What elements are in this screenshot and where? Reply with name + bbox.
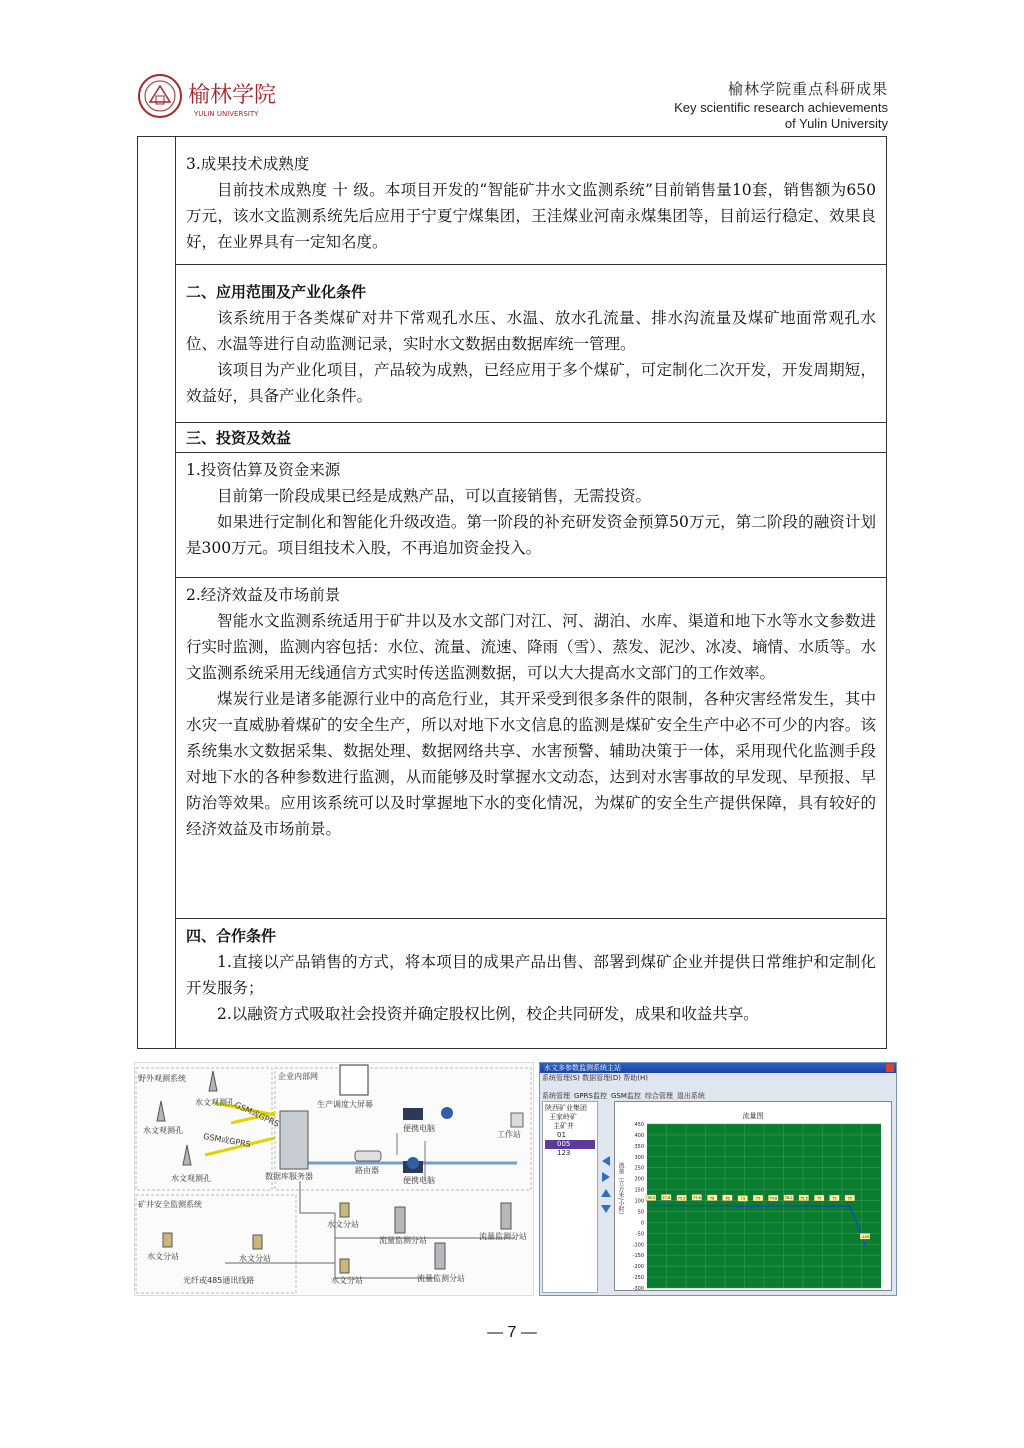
chart-data-label: 77.8 — [662, 1195, 671, 1200]
label-well-3: 水文观测孔 — [171, 1174, 211, 1183]
side-toolbar-arrows — [600, 1101, 612, 1291]
chart-point — [772, 1205, 774, 1207]
chart-ytick-label: 350 — [634, 1143, 644, 1150]
chart-point — [650, 1205, 652, 1207]
chart-ytick-label: 450 — [634, 1122, 644, 1128]
application-heading: 二、应用范围及产业化条件 — [186, 283, 367, 301]
benefit-title: 2.经济效益及市场前景 — [186, 586, 341, 604]
chart-data-label: 76.2 — [784, 1196, 793, 1201]
chart-point — [727, 1205, 729, 1207]
section-application — [176, 265, 886, 423]
monitoring-software-screenshot — [539, 1062, 897, 1296]
label-router: 路由器 — [355, 1166, 379, 1175]
label-flow-2: 流量监测分站 — [479, 1232, 527, 1241]
label-laptop-1: 便携电脑 — [403, 1124, 435, 1133]
section-cooperation — [176, 919, 886, 1048]
chart-ytick-label: 400 — [634, 1132, 644, 1139]
tree-node-5: 123 — [557, 1149, 571, 1157]
system-architecture-diagram — [134, 1062, 534, 1296]
label-flow-3: 流量监测分站 — [417, 1274, 465, 1283]
chart-ylabel: 流量（立方米/小时） — [617, 1162, 624, 1219]
chart-point — [742, 1206, 744, 1208]
investment-heading: 三、投资及效益 — [186, 429, 292, 447]
label-sub-4: 水文分站 — [331, 1276, 363, 1285]
device-tree — [542, 1101, 598, 1293]
label-enterprise-net: 企业内部网 — [278, 1072, 318, 1081]
chart-point — [665, 1204, 667, 1206]
chart-point — [788, 1205, 790, 1207]
chart-ytick-label: -300 — [632, 1286, 644, 1292]
chart-data-label: 75 — [847, 1196, 852, 1201]
logo-name-cn: 榆林学院 — [188, 83, 277, 108]
label-link-1: GSM或GPRS — [233, 1100, 281, 1129]
chart-point — [681, 1205, 683, 1207]
budget-para-1: 目前第一阶段成果已经是成熟产品，可以直接销售，无需投资。 — [217, 487, 652, 505]
label-big-screen: 生产调度大屏幕 — [317, 1100, 373, 1109]
chart-data-label: 73 — [740, 1196, 745, 1201]
tree-node-0: 陕西矿业集团 — [545, 1104, 587, 1112]
label-well-1: 水文观测孔 — [195, 1098, 235, 1107]
chart-data-label: 76 — [725, 1196, 730, 1201]
window-title: 水文多参数监测系统主站 — [544, 1064, 621, 1072]
label-db-server: 数据库服务器 — [265, 1172, 313, 1181]
chart-ytick-label: 0 — [640, 1220, 644, 1227]
chart-data-label: 77.6 — [692, 1195, 701, 1200]
chart-data-label: 75.2 — [677, 1196, 686, 1201]
logo-name-en: YULIN UNIVERSITY — [194, 110, 259, 118]
chart-data-label: 74.8 — [769, 1196, 778, 1201]
chart-data-label: 76 — [709, 1196, 715, 1201]
tree-node-2: 主矿井 — [553, 1122, 574, 1130]
maturity-title: 3.成果技术成熟度 — [186, 155, 310, 173]
cooperation-item-2: 2.以融资方式吸取社会投资并确定股权比例，校企共同研发，成果和收益共享。 — [217, 1005, 759, 1023]
content-table — [137, 136, 887, 1049]
page-number: — 7 — — [487, 1324, 537, 1341]
window-titlebar — [540, 1063, 896, 1073]
application-para-1: 该系统用于各类煤矿对井下常观孔水压、水温、放水孔流量、排水沟流量及煤矿地面常观孔水位、水温等进行自动监测记录，实时水文数据由数据库统一管理。 — [186, 309, 876, 353]
toolbar-item-3: 综合管理 — [644, 1092, 673, 1100]
label-laptop-2: 便携电脑 — [403, 1176, 435, 1185]
chart-ytick-label: 100 — [634, 1198, 644, 1205]
label-well-2: 水文观测孔 — [143, 1126, 183, 1135]
maturity-para: 目前技术成熟度 十 级。本项目开发的“智能矿井水文监测系统”目前销售量10套，销售额为650万元，该水文监测系统先后应用于宁夏宁煤集团，王洼煤业河南永煤集团等，目前运行稳定、效果良好，在业界具有一定知名度。 — [186, 181, 876, 251]
benefit-para-2: 煤炭行业是诸多能源行业中的高危行业，其开采受到很多条件的限制，各种灾害经常发生，其中水灾一直威胁着煤矿的安全生产，所以对地下水文信息的监测是煤矿安全生产中必不可少的内容。该系统集水文数据采集、数据处理、数据网络共享、水害预警、辅助决策于一体，采用现代化监测手段对地下水的各种参数进行监测，从而能够及时掌握水文动态，达到对水害事故的早发现、早预报、早防治等效果。应用该系统可以及时掌握地下水的变化情况，为煤矿的安全生产提供保障，具有较好的经济效益及市场前景。 — [186, 690, 876, 838]
window-toolbar — [542, 1083, 705, 1099]
tree-node-1: 王家岭矿 — [549, 1113, 577, 1121]
chart-data-label: 75 — [755, 1196, 761, 1201]
tree-node-4: 005 — [545, 1140, 595, 1149]
label-comm-line: 光纤或485通讯线路 — [183, 1276, 255, 1285]
section-maturity — [176, 137, 886, 265]
header-title-en-1: Key scientific research achievements — [674, 100, 888, 115]
label-sub-3: 水文分站 — [239, 1254, 271, 1263]
chart-point — [711, 1205, 713, 1207]
chart-ytick-label: -100 — [632, 1242, 644, 1249]
chart-ytick-label: 50 — [637, 1209, 644, 1216]
budget-title: 1.投资估算及资金来源 — [186, 461, 341, 479]
label-sub-1: 水文分站 — [327, 1220, 359, 1229]
chart-data-label: 75.5 — [799, 1196, 808, 1201]
header-title-cn: 榆林学院重点科研成果 — [727, 81, 888, 98]
chart-point — [864, 1243, 866, 1245]
cooperation-item-1: 1.直接以产品销售的方式，将本项目的成果产品出售、部署到煤矿企业并提供日常维护和定制化开发服务； — [186, 953, 876, 997]
chart-ytick-label: 200 — [634, 1176, 644, 1183]
chart-title: 流量图 — [742, 1112, 764, 1120]
chart-point — [803, 1205, 805, 1207]
toolbar-item-1: GPRS监控 — [574, 1092, 607, 1100]
chart-panel — [614, 1101, 892, 1291]
label-link-2: GSM或GPRS — [202, 1131, 252, 1150]
chart-point — [696, 1205, 698, 1207]
toolbar-item-0: 系统管理 — [542, 1092, 570, 1100]
label-flow-1: 流量监测分站 — [379, 1236, 427, 1245]
chart-data-label: 75 — [816, 1196, 822, 1201]
label-field-system: 野外观测系统 — [138, 1074, 186, 1083]
benefit-para-1: 智能水文监测系统适用于矿井以及水文部门对江、河、湖泊、水库、渠道和地下水等水文参数进行实时监测，监测内容包括：水位、流量、流速、降雨（雪）、蒸发、泥沙、冰凌、墒情、水质等。水文监测系统采用无线通信方式实时传送监测数据，可以大大提高水文部门的工作效率。 — [186, 612, 876, 682]
label-workstation: 工作站 — [497, 1130, 521, 1139]
chart-ytick-label: -250 — [632, 1275, 644, 1282]
section-benefit — [176, 578, 886, 919]
chart-ytick-label: 250 — [634, 1165, 644, 1172]
chart-ytick-label: 150 — [634, 1187, 644, 1194]
chart-ytick-label: 300 — [634, 1154, 644, 1161]
chart-point — [849, 1205, 851, 1207]
yulin-university-logo — [136, 72, 296, 120]
chart-data-label: 75 — [832, 1196, 837, 1201]
section-investment — [176, 423, 886, 453]
flow-chart — [615, 1102, 893, 1292]
window-menu: 系统管理(S) 数据管理(D) 帮助(H) — [542, 1074, 648, 1082]
cooperation-heading: 四、合作条件 — [186, 927, 277, 945]
table-left-column — [138, 137, 176, 1048]
chart-data-label: -100 — [861, 1234, 869, 1239]
chart-ytick-label: -200 — [632, 1264, 644, 1271]
chart-point — [834, 1205, 836, 1207]
tree-node-3: 01 — [557, 1131, 566, 1139]
chart-point — [818, 1205, 820, 1207]
budget-para-2: 如果进行定制化和智能化升级改造。第一阶段的补充研发资金预算50万元，第二阶段的融资计划是300万元。项目组技术入股，不再追加资金投入。 — [186, 513, 876, 557]
header-title-block — [674, 80, 888, 132]
chart-data-label: 76.4 — [647, 1196, 655, 1201]
toolbar-item-2: GSM监控 — [610, 1092, 641, 1100]
toolbar-item-4: 退出系统 — [676, 1092, 705, 1100]
header-title-en-2: of Yulin University — [784, 116, 888, 131]
close-icon — [886, 1064, 894, 1072]
chart-ytick-label: -50 — [635, 1231, 644, 1238]
chart-point — [757, 1205, 759, 1207]
label-mine-system: 矿井安全监测系统 — [138, 1200, 202, 1209]
section-budget — [176, 453, 886, 578]
label-sub-2: 水文分站 — [147, 1252, 179, 1261]
page-header — [0, 0, 1024, 136]
application-para-2: 该项目为产业化项目，产品较为成熟，已经应用于多个煤矿，可定制化二次开发，开发周期短，效益好，具备产业化条件。 — [186, 361, 876, 405]
chart-ytick-label: -150 — [632, 1253, 644, 1260]
